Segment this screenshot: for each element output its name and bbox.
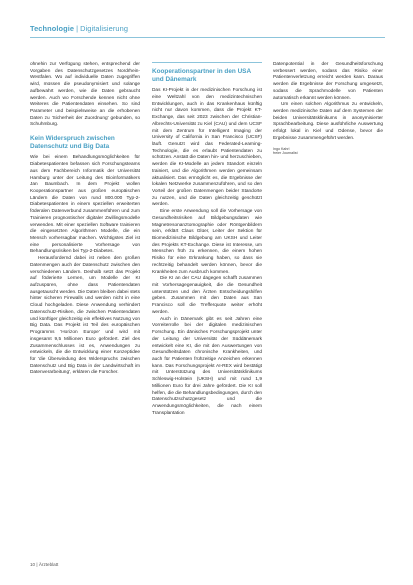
paragraph: Auch in Dänemark gibt es seit Jahren eine Vorreiterrolle bei der digitalen medizinischen Forschung. Ein dänisches Forschungsprojekt unter der Leitung der Universität der Süddänemark entwickelt eine KI, die mit den Auswertungen von Gesundheitsdaten chronische Krankheiten, und auch für Patienten frühzeitige Anzeichen erkennen kann. Das Forschungsprojekt AI-REX wird bestätigt mit Unterstützung des Universitätsklinikums Schleswig-Holstein (UKSH) und mit rund 1,9 Millionen Euro für drei Jahre gefördert. Die KI soll helfen, die die Behandlungsbedingungen, durch den Datenschutzschutzgesetz und die Anwendungsmöglichkeiten, die nach einem Transplantation [152,316,262,416]
author-role: freier Journalist [273,151,298,156]
subsection-label: Digitalisierung [80,24,129,33]
heading-rule [152,62,262,63]
subheading: Kein Widerspruch zwischen Datenschutz und Big Data [30,135,115,150]
page-footer: 10 | Ärzteblatt [30,562,59,567]
paragraph: Das KI-Projekt in der medizinischen Forschung ist eine Weltzahl von den medizintechnischen Entwicklungen, auch in das Krankenhaus künftig nicht nur davon kommen, dass die Projekt KT-Exchange, das seit 2023 zwischen der Christian-Albrechts-Universität zu Kiel (CAU) und dem UCSF mit dem Zentrum für Intelligent Imaging der University of California in San Francisco (UCSF) läuft. Genutzt wird das Federated-Learning-Technologie, die es erlaubt Patientendaten zu schützen. Anstatt die Daten hin- und herzuschieben, werden die KI-Modelle an jedem Standort einzeln trainiert, und die Algorithmen werden gemeinsam aktualisiert. Das ermöglicht es, die Ergebnisse der lokalen Netzwerke zusammenzuführen, und so den Vorteil der großen Datenmengen beider Standorte zu nutzen, und die Daten gleichzeitig geschützt werden. [152,88,262,208]
author-name: Ingo Kahrl [273,146,290,151]
paragraph: Herausfordernd dabei ist neben den großen Datenmengen auch der Datenschutz zwischen den verschiedenen Ländern. Deshalb setzt das Projekt auf föderierte Lernen, um Modelle der KI aufzuspüren, ohne dass Patientendaten ausgetauscht werden. Die Daten bleiben dabei stets hinter sicheren Firewalls und werden nicht in eine Cloud hochgeladen. Diese Anwendung verhindert Datenschutz-Risiken, die zwischen Patientendaten und künftiger gleichzeitig ein effektives Nutzung von Big Data. Das Projekt ist Teil des europäischen Programms 'Horizon Europe' und wird mit insgesamt 9,5 Millionen Euro gefördert. Ziel des Zusammenschlusses ist es, Anwendungen zu entwickeln, die die Entwicklung einer Konzeptidee für 'die Überwindung des Widerspruchs zwischen Datenschutz und Big Data in der Landwirtschaft im Datenverarbeitung', erklären die Forscher. [30,256,140,376]
paragraph: ohnehin zur Verfügung stehen, entsprechend der Vorgaben des Datenschutzgesetzes Nordrhein-Westfalen. Wo auf individuelle Daten zugegriffen wird, müssen die pseudonymisiert und solange aufbewahrt werden, wie die Daten gebraucht werden. Auch wo Forschende kennen nicht ohne Weiteres die Patientendaten einsehen. So sind Parameter und beispielsweise an die erhobenen Daten zu 'Sicherheit der Zuordnung' gebunden, so Schuhmburg. [30,62,140,128]
paragraph: Datenpotential in der Gesundheitsforschung verbessert werden, sodass das Risiko einer Patientenverletzung erreicht werden kann. Daraus werden die Ergebnisse der Forschung umgesetzt, sodass die Sprachmodelle von Patienten automatisch erkannt werden können. [273,62,383,101]
paragraph: Eine erste Anwendung soll die Vorhersage von Gesundheitsrisiken auf Bildgebungsdaten wie Magnetresonanztomographie oder Röntgenbildern sein, erklärt Claus Glüer, Leiter der Sektion für Biomedizinische Bildgebung am UKSH und Leiter des Projekts KT-Exchange. Diese ist Interesse, um Menschen früh zu erkennen, die einem hohen Risiko für eine Erkrankung haben, so dass sie rechtzeitig behandelt werden können, bevor die Krankheiten zum Ausbruch kommen. [152,209,262,275]
subheading: Kooperationspartner in den USA und Dänemark [152,68,251,83]
section-label: Technologie [30,24,75,33]
header-rule [30,37,385,38]
author-block [273,147,383,156]
header-separator: | [76,24,79,33]
paragraph: Wie bei einem Behandlungsmöglichkeiten für Diabetespatienten befassen sich Forschungsteams aus dem Fachbereich Informatik der Universität Hamburg unter der Leitung des Bioinformatikers Jan Baumbach. In dem Projekt wollen Kooperationspartner aus großen europäischen Ländern die Daten von rund 800.000 Typ-2-Diabetespatienten in einem speziellen erweiterten föderalen Datenverbund zusammenführen und zum Trainieren prognostischer digitaler Zwillingsmodelle verwenden. Mit einer speziellen Software trainieren die eingesetzten Algorithmen Modelle, die ein Mensch vorhersagbar machen. Wichtigstes Ziel ist eine personalisierte Vorhersage von Behandlungsrisiken bei Typ-2-Diabetes. [30,155,140,255]
column-left [30,62,140,377]
paragraph: Um einen solchen Algorithmus zu entwickeln, werden medizinische Daten auf dem Systemen der beiden Universitätsklinikums in anonymisierter Sprachbearbeitung. Diese ausführliche Auswertung erfolgt lokal in Kiel und Odense, bevor die Ergebnisse zusammengeführt werden. [273,102,383,141]
column-right [273,62,383,156]
paragraph: Die KI an der CAU dagegen schafft zusammen mit Vorhersagegenauigkeit, die die Gesundheit unterstützen und den Ärzten Entscheidungshilfen geben. Zusammen mit den Daten aus San Francisco soll die Trefferquote weiter erhöht werden. [152,276,262,315]
section-header [30,24,128,33]
column-middle [152,62,262,417]
